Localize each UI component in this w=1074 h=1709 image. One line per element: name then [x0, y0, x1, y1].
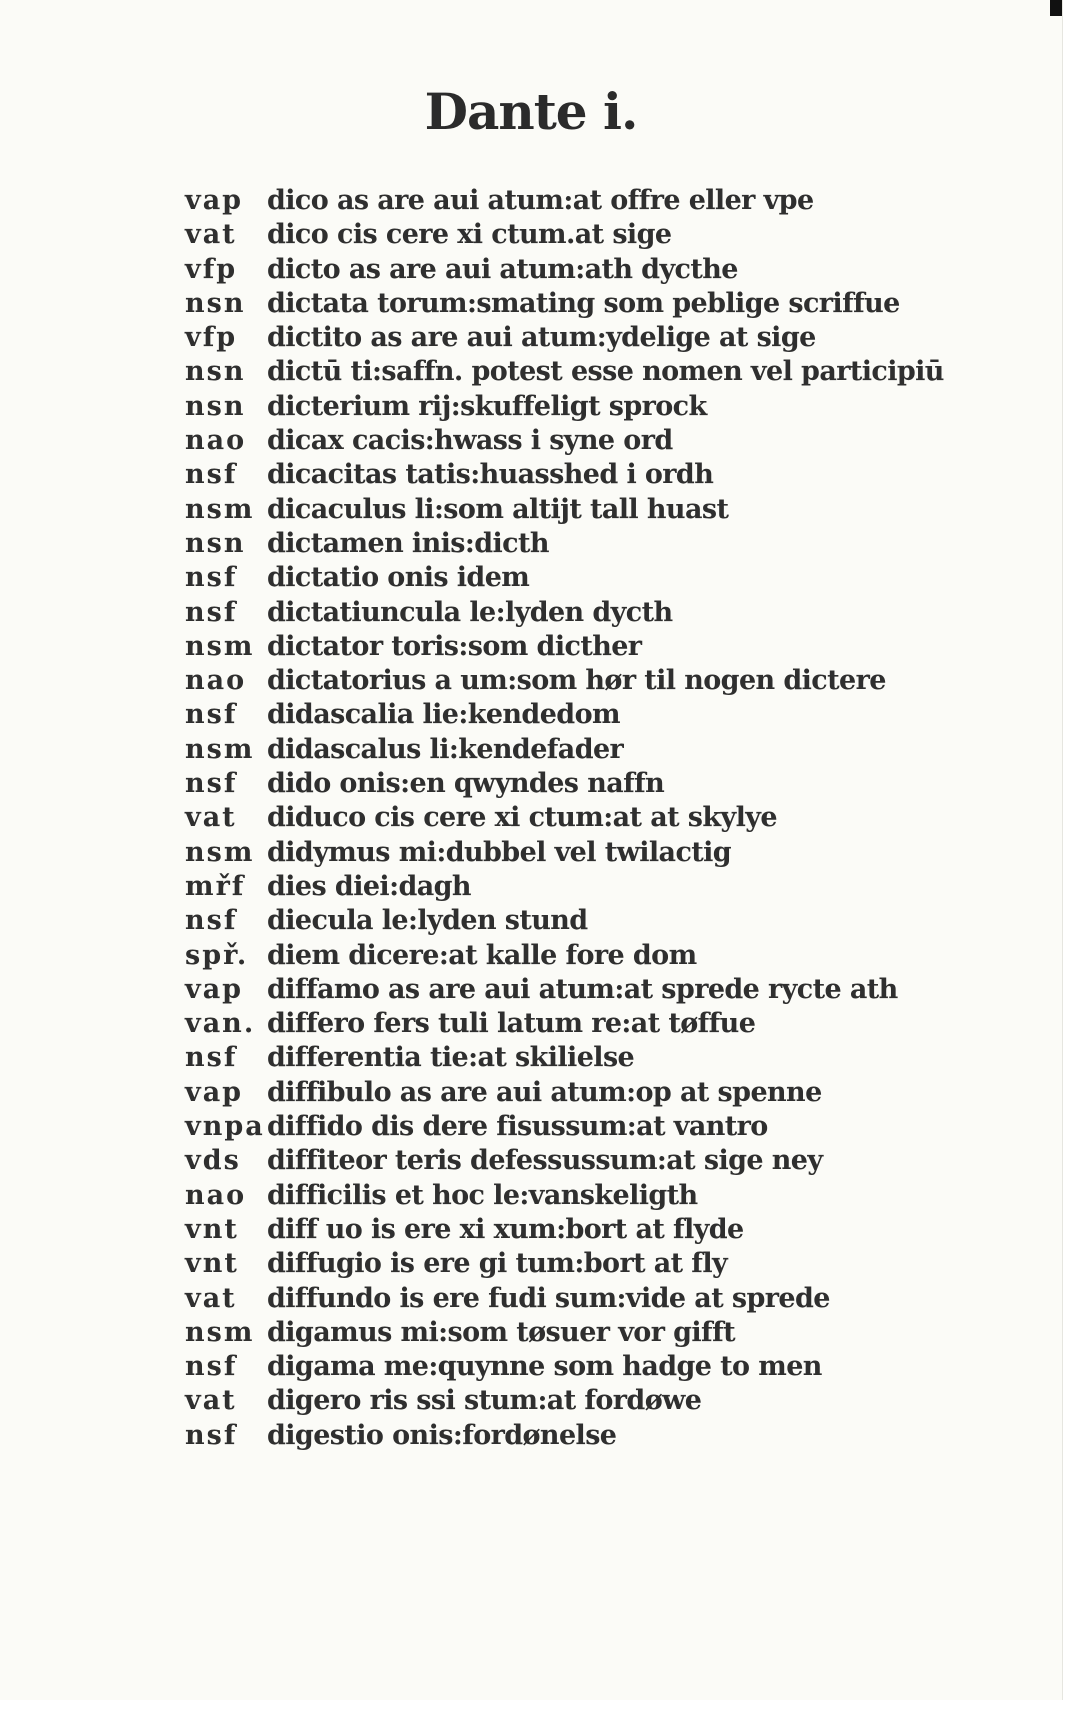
dictionary-entry — [185, 494, 1005, 528]
entry-text: dictito as are aui atum:ydelige at sige — [267, 322, 816, 354]
entry-text: dicacitas tatis:huasshed i ordh — [267, 459, 714, 491]
entry-text: dictatorius a um:som hør til nogen dictere — [267, 665, 886, 697]
dictionary-entry — [185, 1351, 1005, 1385]
entry-text: dictator toris:som dicther — [267, 630, 642, 662]
dictionary-entry — [185, 597, 1005, 631]
dictionary-entry — [185, 1042, 1005, 1076]
dictionary-entry — [185, 1111, 1005, 1145]
entry-grammar-code: vat — [185, 219, 237, 251]
dictionary-entry — [185, 837, 1005, 871]
dictionary-entry — [185, 665, 1005, 699]
entry-grammar-code: vat — [185, 1282, 237, 1314]
entry-grammar-code: nsf — [185, 768, 238, 800]
entry-grammar-code: mřf — [185, 870, 246, 902]
entry-text: diem dicere:at kalle fore dom — [267, 939, 697, 971]
entry-grammar-code: vnt — [185, 1213, 239, 1245]
entry-text: didascalia lie:kendedom — [267, 699, 620, 731]
entry-text: diffundo is ere fudi sum:vide at sprede — [267, 1282, 830, 1314]
dictionary-entry — [185, 871, 1005, 905]
dictionary-entry — [185, 528, 1005, 562]
dictionary-entry — [185, 1385, 1005, 1419]
dictionary-entry — [185, 1180, 1005, 1214]
page-header: Dante i. — [424, 82, 638, 141]
dictionary-entry — [185, 1420, 1005, 1454]
dictionary-entry — [185, 562, 1005, 596]
entry-grammar-code: nsm — [185, 1316, 255, 1348]
entry-text: digestio onis:fordønelse — [267, 1419, 617, 1451]
entry-text: difficilis et hoc le:vanskeligth — [267, 1179, 698, 1211]
dictionary-entry — [185, 1283, 1005, 1317]
entry-grammar-code: nsf — [185, 562, 238, 594]
entry-text: diffiteor teris defessussum:at sige ney — [267, 1145, 823, 1177]
entry-text: dico cis cere xi ctum.at sige — [267, 219, 672, 251]
dictionary-entries — [185, 185, 1005, 1454]
entry-text: dicterium rij:skuffeligt sprock — [267, 390, 707, 422]
entry-text: didymus mi:dubbel vel twilactig — [267, 836, 732, 868]
dictionary-entry — [185, 631, 1005, 665]
entry-grammar-code: nsn — [185, 356, 246, 388]
dictionary-entry — [185, 356, 1005, 390]
entry-text: digama me:quynne som hadge to men — [267, 1351, 822, 1383]
dictionary-entry — [185, 1248, 1005, 1282]
entry-grammar-code: nsn — [185, 527, 246, 559]
entry-grammar-code: nao — [185, 665, 247, 697]
dictionary-entry — [185, 734, 1005, 768]
entry-text: diffugio is ere gi tum:bort at fly — [267, 1248, 728, 1280]
dictionary-entry — [185, 219, 1005, 253]
entry-text: diduco cis cere xi ctum:at at skylye — [267, 802, 777, 834]
entry-grammar-code: nsm — [185, 836, 255, 868]
dictionary-entry — [185, 185, 1005, 219]
entry-grammar-code: nsf — [185, 905, 238, 937]
dictionary-entry — [185, 322, 1005, 356]
dictionary-entry — [185, 802, 1005, 836]
entry-grammar-code: vfp — [185, 322, 238, 354]
entry-grammar-code: vat — [185, 1385, 237, 1417]
entry-grammar-code: vnt — [185, 1248, 239, 1280]
entry-text: digamus mi:som tøsuer vor gifft — [267, 1316, 735, 1348]
dictionary-entry — [185, 254, 1005, 288]
dictionary-entry — [185, 905, 1005, 939]
entry-grammar-code: nsf — [185, 596, 238, 628]
entry-grammar-code: nao — [185, 1179, 247, 1211]
dictionary-entry — [185, 288, 1005, 322]
entry-text: dicaculus li:som altijt tall huast — [267, 493, 729, 525]
entry-text: differo fers tuli latum re:at tøffue — [267, 1008, 756, 1040]
entry-text: dicax cacis:hwass i syne ord — [267, 425, 673, 457]
entry-text: didascalus li:kendefader — [267, 733, 624, 765]
entry-text: diffibulo as are aui atum:op at spenne — [267, 1076, 822, 1108]
entry-grammar-code: vap — [185, 973, 244, 1005]
dictionary-entry — [185, 1145, 1005, 1179]
entry-text: dictamen inis:dicth — [267, 527, 549, 559]
entry-grammar-code: nsn — [185, 287, 246, 319]
entry-grammar-code: vds — [185, 1145, 241, 1177]
entry-text: dicto as are aui atum:ath dycthe — [267, 253, 738, 285]
entry-grammar-code: vap — [185, 185, 244, 216]
entry-text: diff uo is ere xi xum:bort at flyde — [267, 1213, 744, 1245]
entry-text: diffido dis dere fisussum:at vantro — [267, 1111, 768, 1143]
entry-grammar-code: nsm — [185, 733, 255, 765]
entry-grammar-code: nao — [185, 425, 247, 457]
entry-text: dictatio onis idem — [267, 562, 530, 594]
entry-grammar-code: nsf — [185, 699, 238, 731]
entry-grammar-code: vap — [185, 1076, 244, 1108]
dictionary-entry — [185, 391, 1005, 425]
dictionary-entry — [185, 425, 1005, 459]
entry-text: digero ris ssi stum:at fordøwe — [267, 1385, 702, 1417]
entry-grammar-code: van. — [185, 1008, 256, 1040]
entry-grammar-code: nsn — [185, 390, 246, 422]
dictionary-entry — [185, 1077, 1005, 1111]
dictionary-entry — [185, 1214, 1005, 1248]
dictionary-entry — [185, 1317, 1005, 1351]
entry-grammar-code: nsf — [185, 1351, 238, 1383]
entry-text: differentia tie:at skilielse — [267, 1042, 635, 1074]
entry-text: dies diei:dagh — [267, 870, 471, 902]
dictionary-entry — [185, 699, 1005, 733]
entry-grammar-code: vfp — [185, 253, 238, 285]
entry-text: dido onis:en qwyndes naffn — [267, 768, 665, 800]
entry-text: dictatiuncula le:lyden dycth — [267, 596, 673, 628]
entry-grammar-code: vnpa — [185, 1111, 265, 1143]
entry-text: dictata torum:smating som peblige scriffue — [267, 287, 900, 319]
entry-grammar-code: nsf — [185, 1419, 238, 1451]
entry-grammar-code: nsm — [185, 630, 255, 662]
dictionary-entry — [185, 940, 1005, 974]
entry-text: dictū ti:saffn. potest esse nomen vel participiū — [267, 356, 944, 388]
dictionary-entry — [185, 974, 1005, 1008]
entry-text: diffamo as are aui atum:at sprede rycte ath — [267, 973, 898, 1005]
entry-grammar-code: spř. — [185, 939, 249, 971]
entry-grammar-code: nsf — [185, 1042, 238, 1074]
dictionary-entry — [185, 1008, 1005, 1042]
scan-corner-mark — [1050, 0, 1062, 16]
entry-grammar-code: nsm — [185, 493, 255, 525]
entry-text: dico as are aui atum:at offre eller vpe — [267, 185, 814, 216]
entry-text: diecula le:lyden stund — [267, 905, 588, 937]
dictionary-entry — [185, 768, 1005, 802]
entry-grammar-code: nsf — [185, 459, 238, 491]
dictionary-entry — [185, 459, 1005, 493]
entry-grammar-code: vat — [185, 802, 237, 834]
